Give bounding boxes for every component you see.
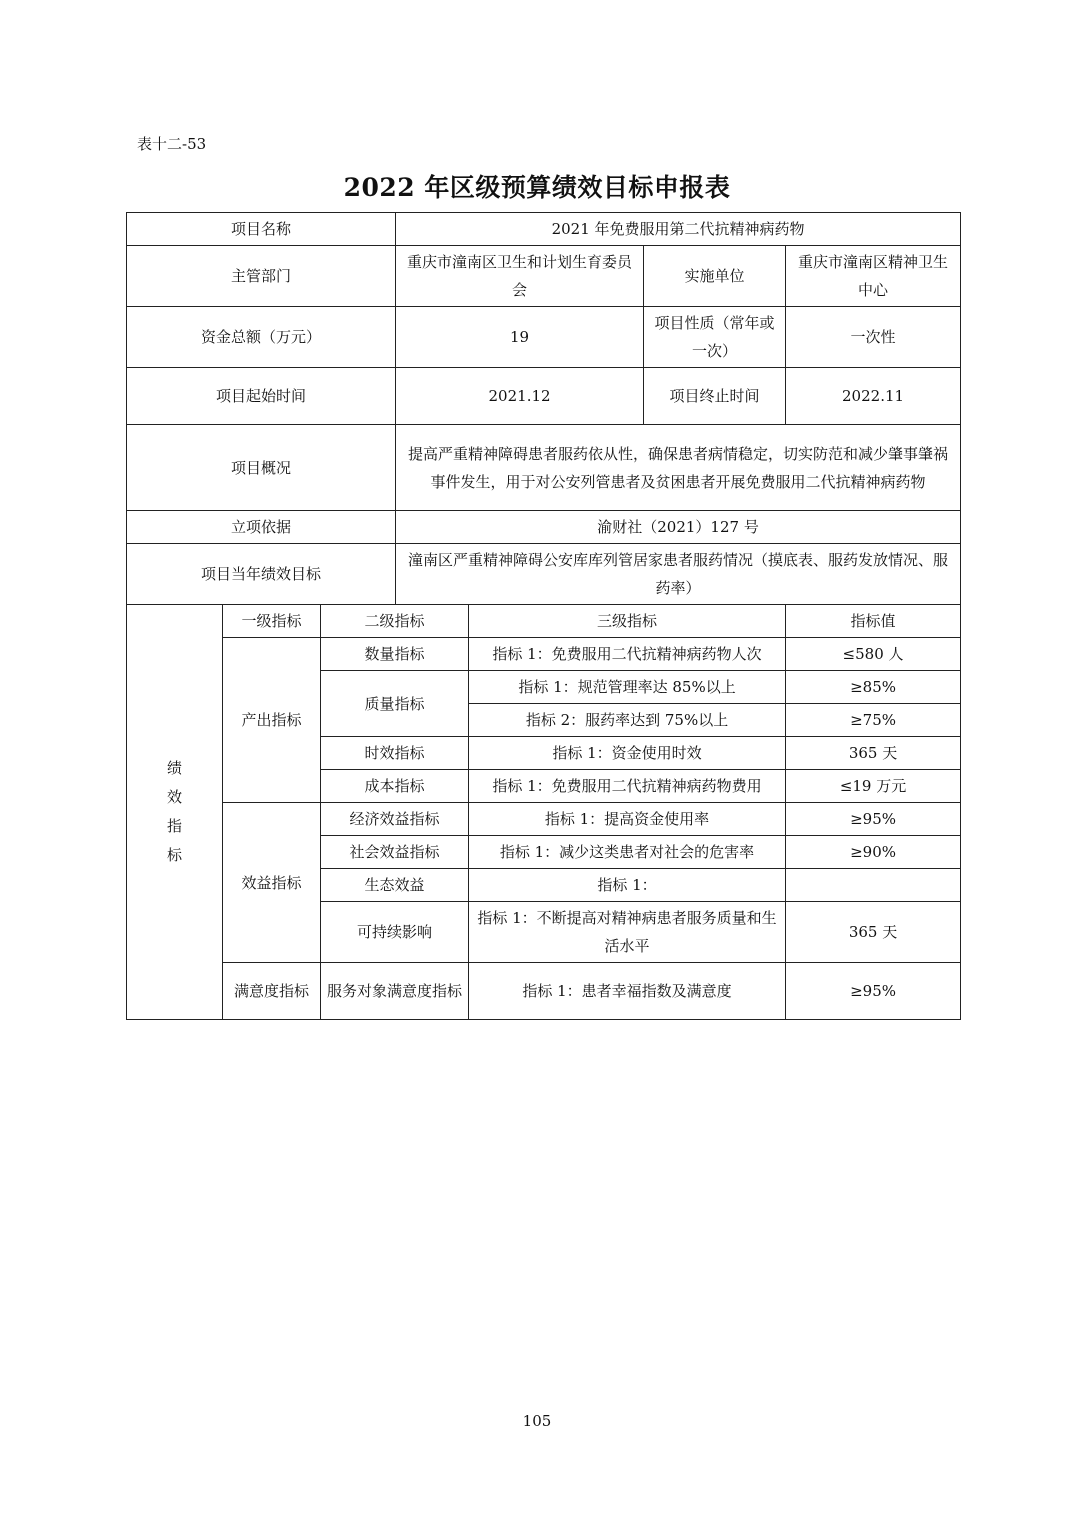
level3-cell: 指标 2：服药率达到 75%以上 [469,704,786,737]
row-overview [127,425,961,511]
nature-value: 一次性 [786,307,961,368]
section-char: 绩 [166,759,182,777]
output-indicator-label: 产出指标 [223,638,321,803]
value-cell: ≤580 人 [786,638,961,671]
level3-cell: 指标 1：资金使用时效 [469,737,786,770]
performance-indicator-section-label [127,605,223,1020]
overview-value: 提高严重精神障碍患者服药依从性，确保患者病情稳定，切实防范和减少肇事肇祸事件发生，用于对公安列管患者及贫困患者开展免费服用二代抗精神病药物 [396,425,961,511]
value-cell: ≥85% [786,671,961,704]
page-number: 105 [522,1412,552,1430]
end-value: 2022.11 [786,368,961,425]
value-cell: ≥75% [786,704,961,737]
level2-cell: 数量指标 [321,638,469,671]
table-row [127,803,961,836]
row-funds [127,307,961,368]
table-number-label: 表十二-53 [137,135,207,153]
nature-label: 项目性质（常年或一次） [644,307,786,368]
row-department [127,246,961,307]
funds-value: 19 [396,307,644,368]
section-char: 指 [166,817,182,835]
impl-label: 实施单位 [644,246,786,307]
section-char: 标 [166,846,182,864]
level3-cell: 指标 1：不断提高对精神病患者服务质量和生活水平 [469,902,786,963]
value-cell [786,869,961,902]
row-project-name [127,213,961,246]
value-cell: ≥90% [786,836,961,869]
value-cell: ≥95% [786,803,961,836]
overview-label: 项目概况 [127,425,396,511]
level3-cell: 指标 1：免费服用二代抗精神病药物人次 [469,638,786,671]
level2-cell: 生态效益 [321,869,469,902]
header-level1: 一级指标 [223,605,321,638]
header-level3: 三级指标 [469,605,786,638]
table-row [127,963,961,1020]
value-cell: 365 天 [786,737,961,770]
row-dates [127,368,961,425]
level3-cell: 指标 1：提高资金使用率 [469,803,786,836]
performance-target-table [126,212,961,1020]
goal-value: 潼南区严重精神障碍公安库库列管居家患者服药情况（摸底表、服药发放情况、服药率） [396,544,961,605]
start-label: 项目起始时间 [127,368,396,425]
project-name-value: 2021 年免费服用第二代抗精神病药物 [396,213,961,246]
benefit-indicator-label: 效益指标 [223,803,321,963]
header-value: 指标值 [786,605,961,638]
level3-cell: 指标 1：规范管理率达 85%以上 [469,671,786,704]
goal-label: 项目当年绩效目标 [127,544,396,605]
level2-cell: 质量指标 [321,671,469,737]
basis-value: 渝财社（2021）127 号 [396,511,961,544]
value-cell: ≤19 万元 [786,770,961,803]
start-value: 2021.12 [396,368,644,425]
value-cell: 365 天 [786,902,961,963]
level2-cell: 成本指标 [321,770,469,803]
section-char: 效 [166,788,182,806]
table-row [127,638,961,671]
dept-value: 重庆市潼南区卫生和计划生育委员会 [396,246,644,307]
funds-label: 资金总额（万元） [127,307,396,368]
row-annual-goal [127,544,961,605]
page-title: 2022 年区级预算绩效目标申报表 [343,173,731,202]
level3-cell: 指标 1：患者幸福指数及满意度 [469,963,786,1020]
level2-cell: 时效指标 [321,737,469,770]
basis-label: 立项依据 [127,511,396,544]
project-name-label: 项目名称 [127,213,396,246]
dept-label: 主管部门 [127,246,396,307]
level3-cell: 指标 1：减少这类患者对社会的危害率 [469,836,786,869]
level3-cell: 指标 1：免费服用二代抗精神病药物费用 [469,770,786,803]
value-cell: ≥95% [786,963,961,1020]
impl-value: 重庆市潼南区精神卫生中心 [786,246,961,307]
level2-cell: 经济效益指标 [321,803,469,836]
header-level2: 二级指标 [321,605,469,638]
level2-cell: 可持续影响 [321,902,469,963]
indicator-header-row [127,605,961,638]
end-label: 项目终止时间 [644,368,786,425]
satisfaction-indicator-label: 满意度指标 [223,963,321,1020]
level2-cell: 服务对象满意度指标 [321,963,469,1020]
level3-cell: 指标 1： [469,869,786,902]
row-basis [127,511,961,544]
level2-cell: 社会效益指标 [321,836,469,869]
